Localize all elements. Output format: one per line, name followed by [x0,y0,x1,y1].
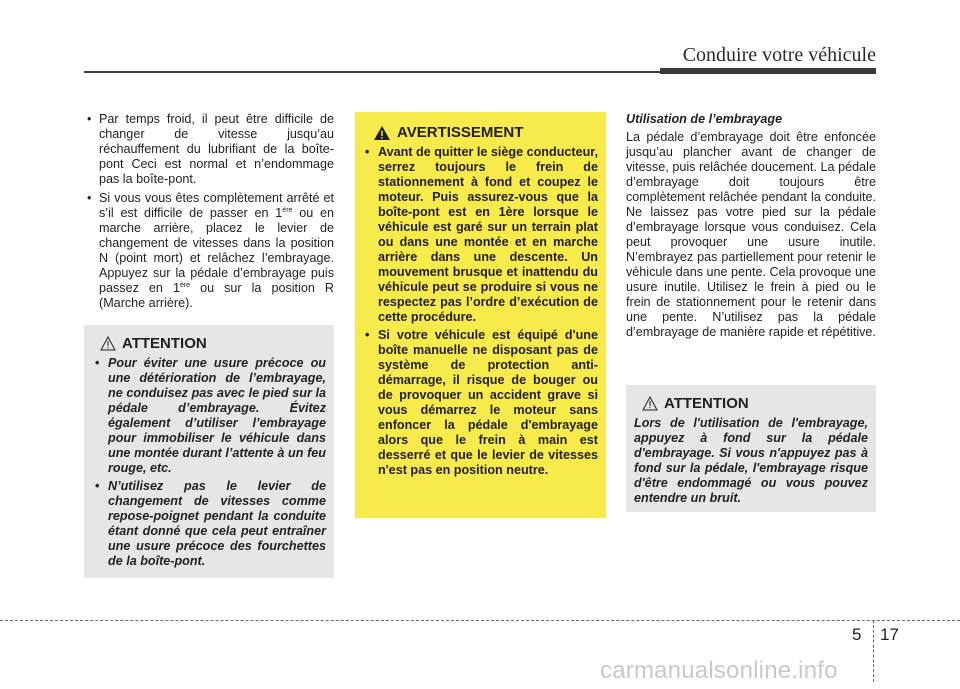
list-item: • Si votre véhicule est équipé d'une boîte manuelle ne disposant pas de système de protection anti-démarrage, il risque de bouger ou de provoquer un accident grave si vous démarrez le moteur sans enfoncer la pédale d'embrayage alors que le frein à main est desserré et que le levier de vitesses n'est pas en position neutre. [363,328,598,478]
list-item: • N’utilisez pas le levier de changement de vitesses comme repose-poignet pendant la conduite étant donné que cela peut entraîner une usure précoce des fourchettes de la boîte-pont. [92,479,326,569]
bullet-list [84,112,334,311]
list-item: • Si vous vous êtes complètement arrêté et s’il est difficile de passer en 1ère ou en marche arrière, placez le levier de changement de vitesses dans la position N (point mort) et relâchez l’embrayage. Appuyez sur la pédale d’embrayage puis passez en 1ère ou sur la position R (Marche arrière). [84,191,334,311]
left-column [84,112,334,315]
attention-text: Lors de l'utilisation de l'embrayage, appuyez à fond sur la pédale d'embrayage. Si vous n'appuyez pas à fond sur la pédale, l'embrayage risque d'être endommagé ou vous pouvez entendre un bruit. [634,416,868,505]
section-heading: Utilisation de l’embrayage [626,112,783,126]
header-rule-accent [660,68,876,74]
warning-box [355,112,606,518]
superscript: ère [179,282,191,289]
superscript: ère [282,207,293,214]
attention-title: ATTENTION [634,395,868,412]
page-header-title: Conduire votre véhicule [682,44,876,66]
right-column [626,112,876,340]
caution-triangle-icon [642,396,658,411]
caution-triangle-icon [100,336,116,351]
warning-triangle-icon [373,125,391,141]
footer-divider [873,620,874,682]
watermark: carmanualsonline.info [600,657,838,684]
warning-title: AVERTISSEMENT [363,124,598,141]
body-paragraph: La pédale d’embrayage doit être enfoncée jusqu’au plancher avant de changer de vitesse, puis relâchée doucement. La pédale d’embrayage doit toujours être complètement relâchée pendant la conduite. Ne laissez pas votre pied sur la pédale d’embrayage lorsque vous conduisez. Cela peut provoquer une usure inutile. N’embrayez pas partiellement pour retenir le véhicule dans une pente. Cela provoque une usure inutile. Utilisez le frein à pied ou le frein de stationnement pour le retenir dans une pente. N’utilisez pas la pédale d’embrayage de manière rapide et répétitive. [626,130,876,339]
list-item: • Avant de quitter le siège conducteur, serrez toujours le frein de stationnement à fond et coupez le moteur. Puis assurez-vous que la boîte-pont est en 1ère lorsque le véhicule est garé sur un terrain plat ou dans une montée et en marche arrière dans une descente. Un mouvement brusque et inattendu du véhicule peut se produire si vous ne respectez pas l’ordre d’exécution de cette procédure. [363,145,598,325]
page-number: 17 [880,625,899,644]
list-item: • Par temps froid, il peut être difficile de changer de vitesse jusqu’au réchauffement du lubrifiant de la boîte-pont Ceci est normal et n’endommage pas la boîte-pont. [84,112,334,187]
attention-box [84,325,334,578]
footer-rule [0,620,960,621]
attention-box [626,385,876,512]
header-rule [84,71,662,73]
list-item: • Pour éviter une usure précoce ou une détérioration de l’embrayage, ne conduisez pas avec le pied sur la pédale d’embrayage. Évitez également d’utiliser l’embrayage pour immobiliser le véhicule dans une montée durant l’attente à un feu rouge, etc. [92,356,326,476]
chapter-number: 5 [852,625,862,644]
attention-title: ATTENTION [92,335,326,352]
